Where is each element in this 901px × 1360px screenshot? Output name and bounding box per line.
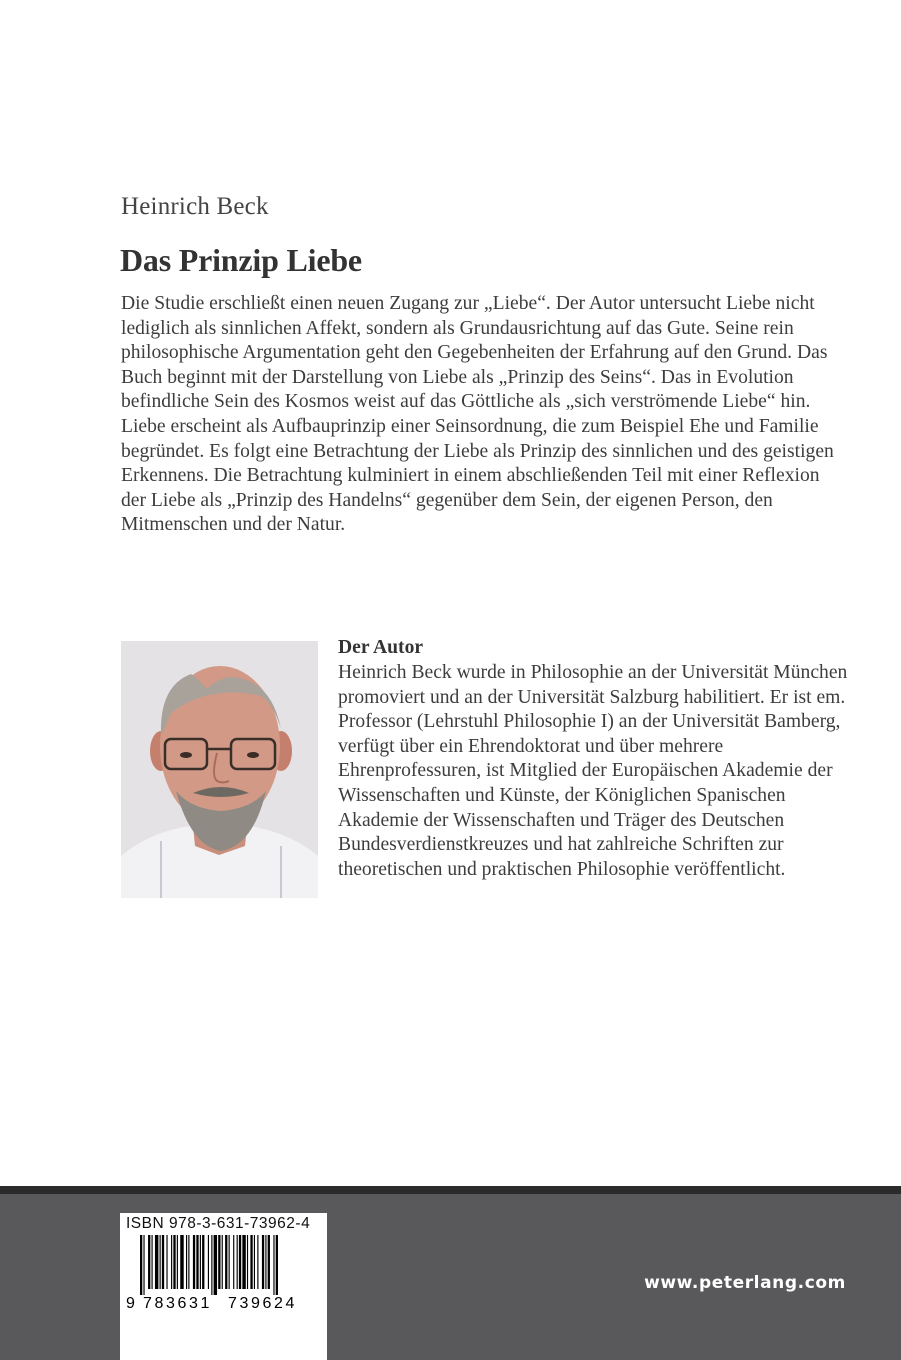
- barcode-digits-right: 739624: [228, 1295, 297, 1312]
- barcode-bar: [166, 1235, 167, 1289]
- barcode-digits-left: 783631: [143, 1295, 212, 1312]
- barcode-bar: [152, 1235, 153, 1289]
- barcode-bar: [237, 1235, 238, 1289]
- barcode-bar: [196, 1235, 198, 1289]
- barcode-bar: [188, 1235, 189, 1289]
- barcode-bar: [265, 1235, 266, 1289]
- barcode-bar: [273, 1235, 274, 1295]
- barcode-bar: [268, 1235, 270, 1289]
- barcode-bar: [239, 1235, 241, 1289]
- barcode-bar: [208, 1235, 209, 1289]
- barcode-bar: [177, 1235, 178, 1289]
- barcode-bar: [155, 1235, 158, 1289]
- barcode-bar: [218, 1235, 220, 1289]
- barcode-bar: [262, 1235, 264, 1289]
- author-name: Heinrich Beck: [121, 193, 269, 220]
- barcode-bar: [276, 1235, 278, 1295]
- barcode-bar: [233, 1235, 234, 1289]
- barcode-bar: [257, 1235, 258, 1289]
- barcode-bar: [225, 1235, 227, 1289]
- book-title: Das Prinzip Liebe: [120, 242, 362, 278]
- barcode-area: [120, 1213, 327, 1360]
- author-biography: [338, 661, 854, 882]
- isbn-label: ISBN 978-3-631-73962-4: [126, 1215, 311, 1232]
- biography-text: Heinrich Beck wurde in Philosophie an der Universität München promoviert und an der Universität Salzburg habilitiert. Er ist em. Professor (Lehrstuhl Philosophie I) an der Universität Bamberg, verfügt über ein Ehrendoktorat und über mehrere Ehrenprofessuren, ist Mitglied der Europäischen Akademie der Wissenschaften und Künste, der Königlichen Spanischen Akademie der Wissenschaften und Träger des Deutschen Bundesverdienstkreuzes und hat zahlreiche Schriften zur theoretischen und praktischen Philosophie veröffentlicht.: [338, 662, 848, 880]
- barcode-icon: [124, 1235, 324, 1355]
- barcode-bar: [171, 1235, 172, 1289]
- barcode-bar: [254, 1235, 255, 1289]
- barcode-bar: [162, 1235, 164, 1289]
- footer-band-top-strip: [0, 1186, 901, 1194]
- barcode-digit-lead: 9: [126, 1295, 135, 1312]
- barcode-bar: [242, 1235, 245, 1289]
- barcode-bar: [229, 1235, 230, 1289]
- barcode-bar: [140, 1235, 142, 1295]
- book-description: [121, 292, 848, 538]
- barcode-bar: [200, 1235, 201, 1289]
- author-portrait-icon: [121, 641, 318, 898]
- barcode-bar: [193, 1235, 195, 1289]
- author-photo: [121, 641, 318, 898]
- barcode-bar: [222, 1235, 223, 1289]
- barcode-bar: [250, 1235, 252, 1289]
- publisher-website: www.peterlang.com: [644, 1273, 846, 1293]
- barcode-bar: [186, 1235, 187, 1289]
- barcode-bar: [180, 1235, 183, 1289]
- about-author-heading: Der Autor: [338, 637, 424, 658]
- description-text: Die Studie erschließt einen neuen Zugang zur „Liebe“. Der Autor untersucht Liebe nicht lediglich als sinnlichen Affekt, sondern als Grundausrichtung auf das Gute. Seine rein philosophische Argumentation geht den Gegebenheiten der Erfahrung auf den Grund. Das Buch beginnt mit der Darstellung von Liebe als „Prinzip des Seins“. Das in Evolution befindliche Sein des Kosmos weist auf das Göttliche als „sich verströmende Liebe“ hin. Liebe erscheint als Aufbauprinzip einer Seinsordnung, die zum Beispiel Ehe und Familie begründet. Es folgt eine Betrachtung der Liebe als Prinzip des sinnlichen und des geistigen Erkennens. Die Betrachtung kulminiert in einem abschließenden Teil mit einer Reflexion der Liebe als „Prinzip des Handelns“ gegenüber dem Sein, der eigenen Person, den Mitmenschen und der Natur.: [121, 293, 834, 536]
- barcode-bar: [173, 1235, 175, 1289]
- barcode-bar: [247, 1235, 248, 1289]
- barcode-bar: [211, 1235, 212, 1295]
- barcode-bar: [148, 1235, 150, 1289]
- barcode-bar: [214, 1235, 217, 1295]
- barcode-bar: [143, 1235, 144, 1295]
- barcode-bar: [160, 1235, 161, 1289]
- barcode-bar: [202, 1235, 204, 1289]
